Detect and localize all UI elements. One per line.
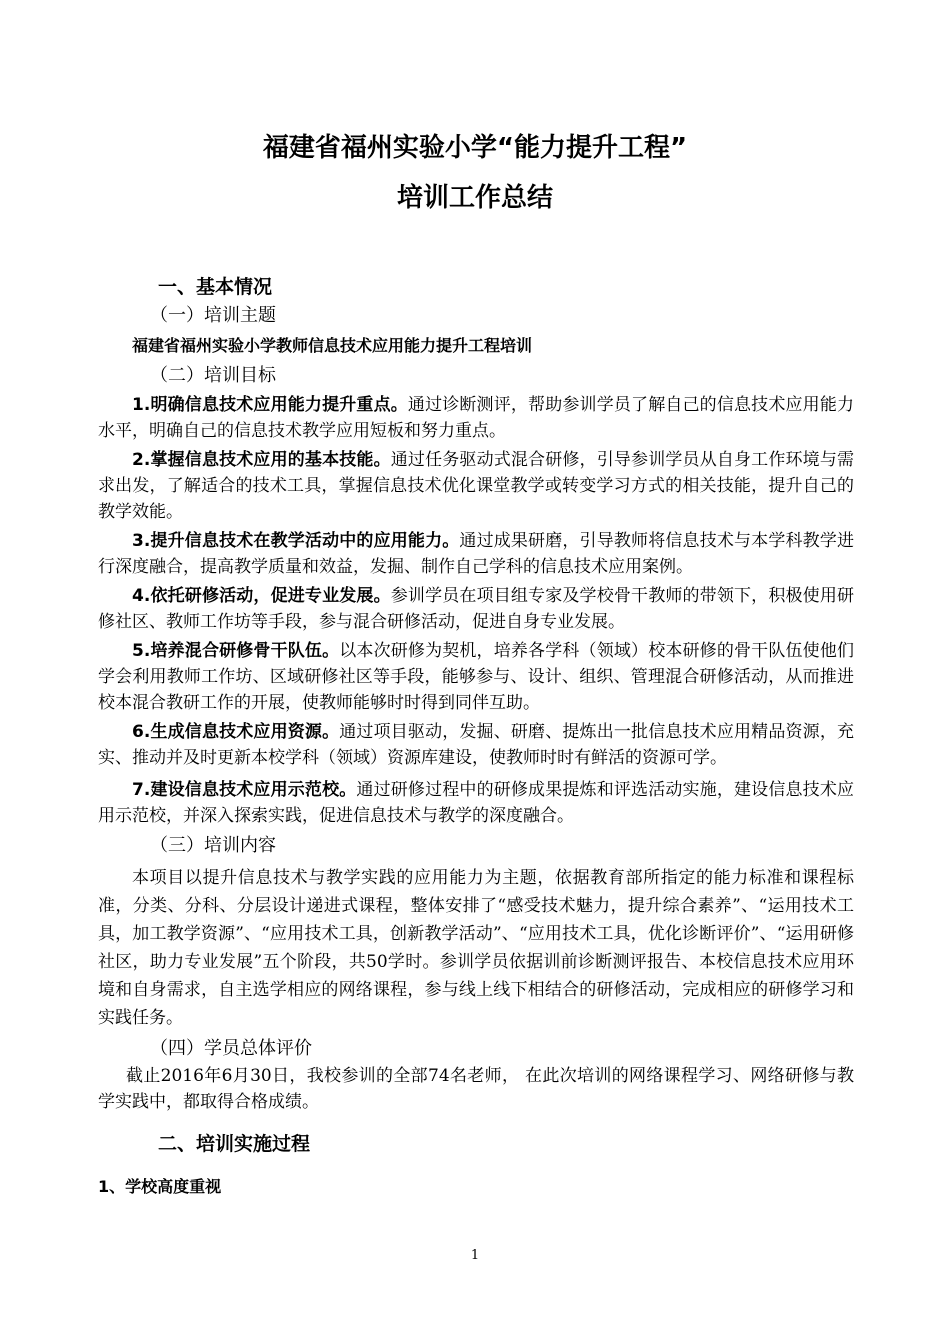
training-theme-text: 福建省福州实验小学教师信息技术应用能力提升工程培训 <box>132 336 533 355</box>
goal-lead: 4.依托研修活动，促进专业发展。 <box>132 586 391 606</box>
section-heading-basic-info: 一、基本情况 <box>158 276 273 298</box>
goal-text: 通过诊断测评，帮助参训学员了解自己的信息技术应用能力水平，明确自己的信息技术教学应用短板和努力重点。 <box>98 395 854 441</box>
goal-text: 以本次研修为契机，培养各学科（领域）校本研修的骨干队伍使他们学会利用教师工作坊、区域研修社区等手段，能够参与、设计、组织、管理混合研修活动，从而推进校本混合教研工作的开展，使教师能够时时得到同伴互助。 <box>98 641 854 713</box>
goal-item-6 <box>98 719 854 771</box>
goal-text: 通过成果研磨，引导教师将信息技术与本学科教学进行深度融合，提高教学质量和效益，发掘、制作自己学科的信息技术应用案例。 <box>98 531 855 577</box>
goal-lead: 1.明确信息技术应用能力提升重点。 <box>132 395 408 415</box>
subheading-overall-evaluation: （四）学员总体评价 <box>150 1038 312 1059</box>
subheading-training-goals: （二）培训目标 <box>150 365 276 386</box>
document-title-line1: 福建省福州实验小学“能力提升工程” <box>262 133 688 163</box>
goal-text: 通过任务驱动式混合研修，引导参训学员从自身工作环境与需求出发，了解适合的技术工具，掌握信息技术优化课堂教学或转变学习方式的相关技能，提升自己的教学效能。 <box>98 450 854 522</box>
page-number: 1 <box>470 1248 480 1263</box>
section-heading-implementation: 二、培训实施过程 <box>158 1133 311 1155</box>
goal-item-3 <box>98 528 854 580</box>
goal-text: 通过研修过程中的研修成果提炼和评选活动实施，建设信息技术应用示范校，并深入探索实践，促进信息技术与教学的深度融合。 <box>98 780 854 826</box>
document-body <box>98 272 854 1201</box>
goal-lead: 7.建设信息技术应用示范校。 <box>132 780 357 800</box>
training-content-paragraph: 本项目以提升信息技术与教学实践的应用能力为主题，依据教育部所指定的能力标准和课程标准，分类、分科、分层设计递进式课程，整体安排了“感受技术魅力，提升综合素养”、“运用技术工具，加工教学资源”、“应用技术工具，创新教学活动”、“应用技术工具，优化诊断评价”、“运用研修社区，助力专业发展”五个阶段，共50学时。参训学员依据训前诊断测评报告、本校信息技术应用环境和自身需求，自主选学相应的网络课程，参与线上线下相结合的研修活动，完成相应的研修学习和实践任务。 <box>98 868 854 1028</box>
overall-evaluation-paragraph: 截止2016年6月30日，我校参训的全部74名老师， 在此次培训的网络课程学习、网络研修与教学实践中，都取得合格成绩。 <box>98 1066 854 1112</box>
goal-item-2 <box>98 447 854 525</box>
document-title-line2: 培训工作总结 <box>396 183 553 213</box>
subheading-training-theme: （一）培训主题 <box>150 305 276 326</box>
goal-text: 参训学员在项目组专家及学校骨干教师的带领下，积极使用研修社区、教师工作坊等手段，参与混合研修活动，促进自身专业发展。 <box>98 586 854 632</box>
goal-item-1 <box>98 392 854 444</box>
goal-lead: 6.生成信息技术应用资源。 <box>132 722 340 742</box>
goal-item-4 <box>98 583 854 635</box>
goal-item-5 <box>98 638 854 716</box>
subheading-training-content: （三）培训内容 <box>150 835 276 856</box>
goal-lead: 2.掌握信息技术应用的基本技能。 <box>132 450 391 470</box>
subheading-school-emphasis: 1、学校高度重视 <box>98 1177 222 1196</box>
goal-text: 通过项目驱动，发掘、研磨、提炼出一批信息技术应用精品资源，充实、推动并及时更新本校学科（领域）资源库建设，使教师时时有鲜活的资源可学。 <box>98 722 854 768</box>
goal-lead: 3.提升信息技术在教学活动中的应用能力。 <box>132 531 460 551</box>
goal-item-7 <box>98 777 854 829</box>
goal-lead: 5.培养混合研修骨干队伍。 <box>132 641 340 661</box>
